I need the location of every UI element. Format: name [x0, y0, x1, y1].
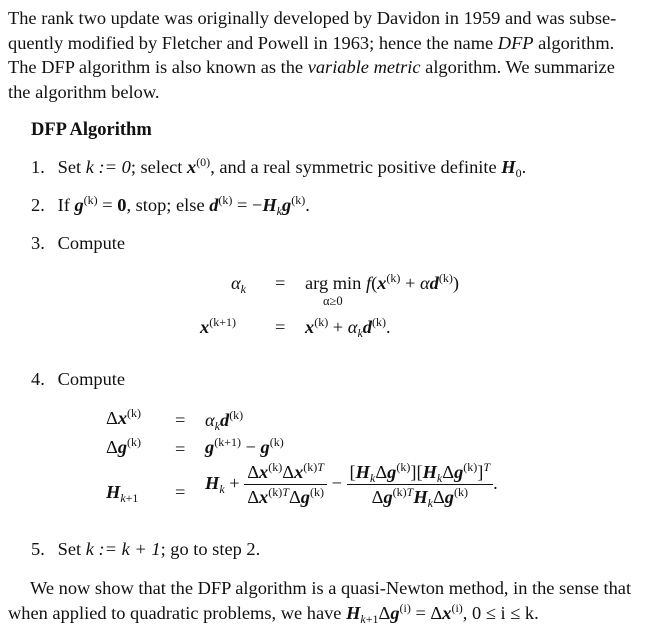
- step-1-number: 1.: [31, 157, 45, 177]
- closing-line-2b: , 0 ≤ i ≤ k.: [462, 602, 539, 623]
- intro-line-2a: quently modified by Fletcher and Powell in 1963; hence the name: [8, 32, 498, 53]
- eq-dx-lhs: $\Delta x^{(k)}$: [106, 406, 142, 428]
- step-2: 2. If $g^{(k)} = 0$, stop; else $d^{(k)} = -H_kg^{(k)}$.: [31, 193, 310, 218]
- step-5-number: 5.: [31, 539, 45, 559]
- intro-paragraph: [8, 6, 664, 104]
- eq-alpha-rhs: arg $\min f(x^{(k)} + \alpha d^{(k)})$: [305, 271, 459, 293]
- step-1-x0-sup: (0): [196, 155, 211, 169]
- eq-xnext-rhs: $x^{(k)} + \alpha_kd^{(k)}$.: [305, 315, 391, 340]
- step-5-text-b: ; go to step 2.: [160, 539, 261, 559]
- eq-H-lhs: $H_{k+1}$: [106, 482, 139, 505]
- step-1-text-c: , and a real symmetric positive definite: [210, 157, 502, 177]
- step-1-text-a: Set: [57, 157, 86, 177]
- intro-line-3a: The DFP algorithm is also known as the: [8, 57, 308, 77]
- eq-alpha-lhs: $\alpha_k$: [231, 273, 246, 296]
- step-2-text-b: , stop; else: [126, 195, 210, 215]
- eq-dg-equals: =: [175, 439, 186, 459]
- step-1-k-assign: k := 0: [85, 157, 131, 177]
- step-3: [31, 233, 125, 254]
- closing-line-1: We now show that the DFP algorithm is a quasi-Newton method, in the sense that: [30, 578, 632, 598]
- intro-line-2b: algorithm.: [533, 32, 615, 53]
- intro-line-4: the algorithm below.: [8, 81, 160, 102]
- step-1-x0: x: [186, 157, 197, 177]
- step-1-H0-sub: 0: [515, 166, 522, 180]
- eq-H-equals: =: [175, 482, 186, 502]
- eq-argmin: arg min: [305, 273, 362, 293]
- step-1: 1. Set k := 0; select $x^{(0)}$, and a real symmetric positive definite $H_0$.: [31, 155, 527, 180]
- eq-alpha-equals: =: [275, 273, 286, 293]
- step-1-H0: H: [501, 157, 516, 177]
- closing-line-2a: when applied to quadratic problems, we have: [8, 602, 347, 623]
- eq-dx-equals: =: [175, 410, 186, 430]
- eq-dg-lhs: $\Delta g^{(k)}$: [106, 435, 142, 457]
- closing-paragraph: We now show that the DFP algorithm is a quasi-Newton method, in the sense that when applied to quadratic problems, we have $H_{k+1}\Delta g^{(i)} = \Delta x^{(i)}$, 0 ≤ i ≤ k.: [8, 578, 632, 626]
- algorithm-title: DFP Algorithm: [31, 120, 152, 140]
- intro-line-1: The rank two update was originally developed by Davidon in 1959 and was subse-: [8, 8, 617, 28]
- eq-xnext-lhs: $x^{(k+1)}$: [200, 315, 236, 337]
- step-2-number: 2.: [31, 195, 45, 215]
- intro-variable-metric-emph: variable metric: [307, 57, 421, 77]
- step-5-k-increment: k := k + 1: [85, 539, 161, 559]
- step-3-label: Compute: [57, 233, 126, 253]
- eq-xnext-equals: =: [275, 317, 286, 337]
- step-5: [31, 539, 260, 560]
- intro-dfp-emph: DFP: [497, 32, 534, 53]
- step-2-text-a: If: [57, 195, 75, 215]
- step-3-number: 3.: [31, 233, 45, 253]
- eq-H-rhs: $H_k$ + $\frac{\Delta x^{(k)}\Delta x^{(k)T}}{\Delta x^{(k)T}\Delta g^{(k)}}$ − $\frac{[H_k\Delta g^{(k)}][H_k\Delta g^{(k)}]^T}{\Delta g^{(k)T}H_k\Delta g^{(k)}}$ .: [205, 460, 498, 510]
- step-5-text-a: Set: [57, 539, 86, 559]
- eq-H-fraction-1: $\frac{\Delta x^{(k)}\Delta x^{(k)T}}{\Delta x^{(k)T}\Delta g^{(k)}}$: [244, 462, 327, 508]
- eq-argmin-constraint: α≥0: [323, 294, 343, 308]
- step-1-text-b: ; select: [130, 157, 187, 177]
- step-4: [31, 369, 125, 390]
- intro-line-3b: algorithm. We summarize: [420, 57, 615, 77]
- eq-H-fraction-2: $\frac{[H_k\Delta g^{(k)}][H_k\Delta g^{(k)}]^T}{\Delta g^{(k)T}H_k\Delta g^{(k)}}$: [347, 462, 494, 508]
- step-4-number: 4.: [31, 369, 45, 389]
- eq-dg-rhs: $g^{(k+1)} - g^{(k)}$: [205, 435, 284, 457]
- eq-dx-rhs: $\alpha_kd^{(k)}$: [205, 408, 244, 433]
- step-4-label: Compute: [57, 369, 126, 389]
